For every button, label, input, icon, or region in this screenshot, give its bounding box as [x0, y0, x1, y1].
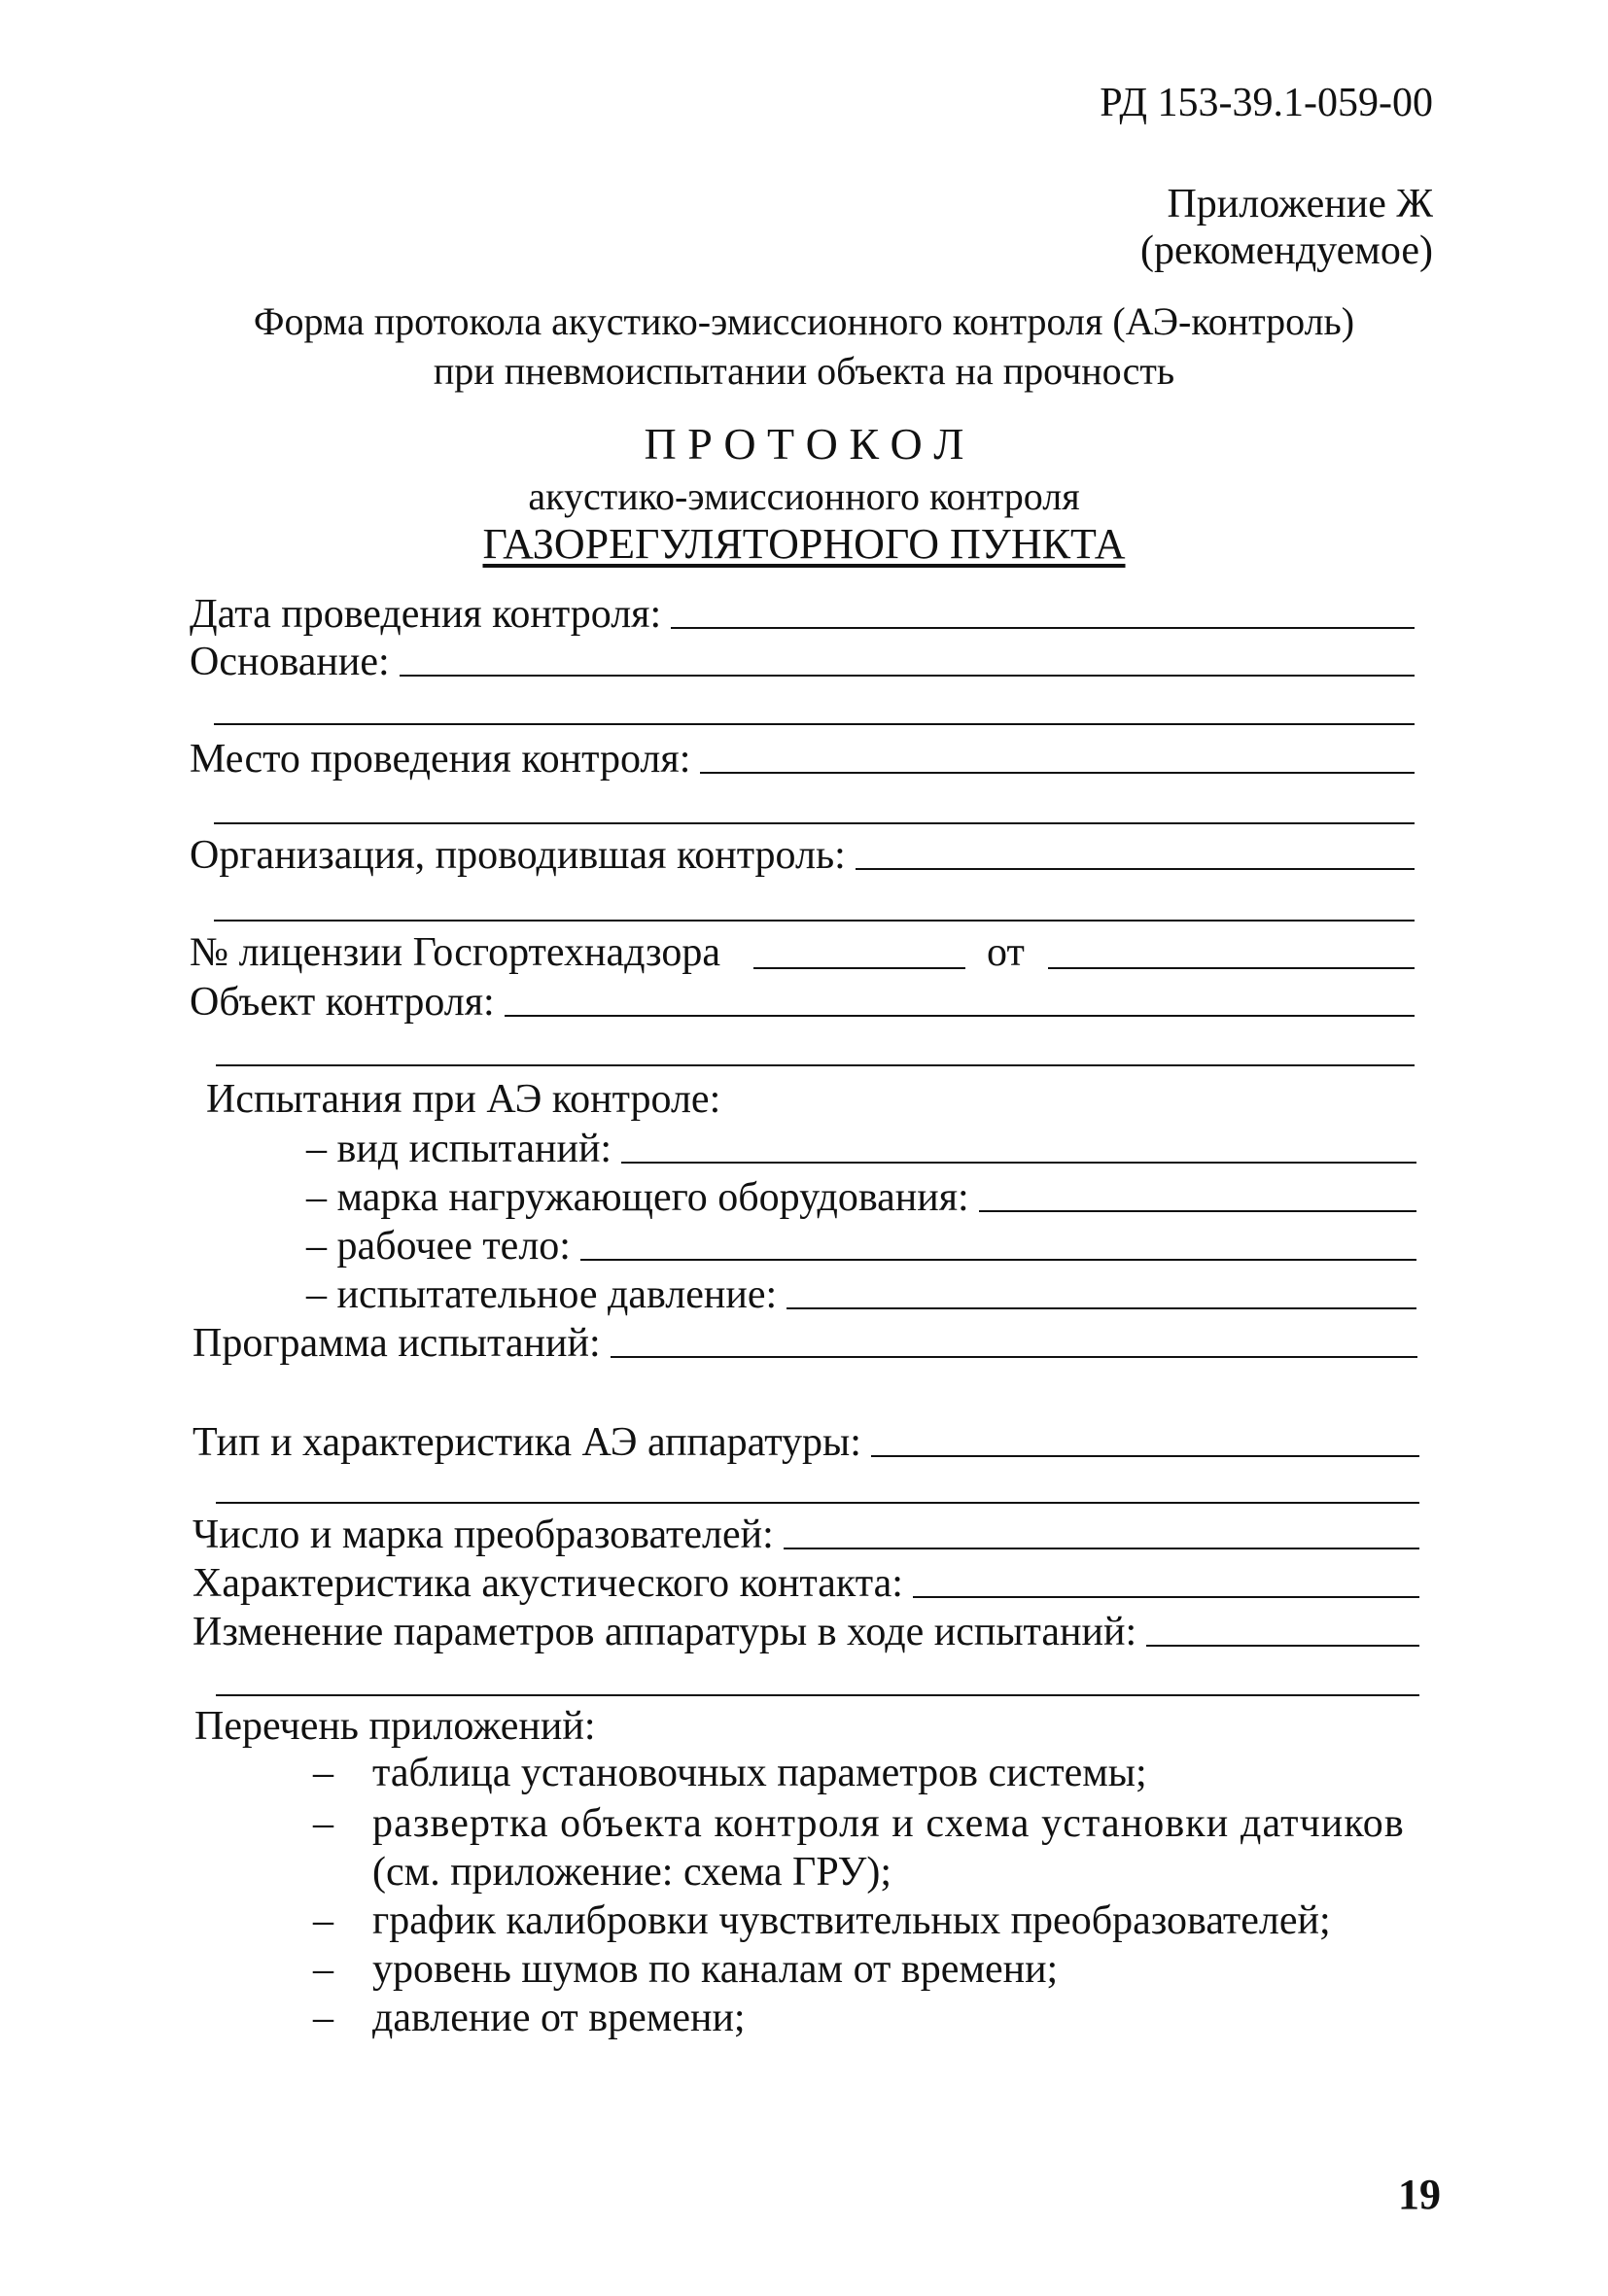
- attachment-item-2: развертка объекта контроля и схема установки датчиков: [372, 1801, 1405, 1846]
- field-transducers: [192, 1512, 1419, 1558]
- attachment-dash-3: –: [313, 1898, 333, 1943]
- field-organization-line[interactable]: [856, 868, 1415, 870]
- appendix-note: (рекомендуемое): [1140, 228, 1433, 273]
- field-param-changes-line[interactable]: [1146, 1645, 1419, 1647]
- field-date-label: Дата проведения контроля:: [190, 592, 662, 637]
- attachment-dash-4: –: [313, 1947, 333, 1992]
- field-place: [190, 736, 1415, 783]
- field-place-label: Место проведения контроля:: [190, 737, 691, 782]
- field-param-changes-line-2[interactable]: [216, 1694, 1419, 1696]
- attachment-dash-1: –: [313, 1751, 333, 1795]
- appendix-label: Приложение Ж: [1167, 182, 1433, 226]
- field-program: [192, 1320, 1417, 1367]
- field-equipment-brand-line[interactable]: [979, 1210, 1416, 1212]
- field-equipment-brand: [306, 1174, 1416, 1221]
- protocol-object: [0, 519, 1608, 569]
- field-program-label: Программа испытаний:: [192, 1321, 601, 1366]
- field-acoustic-contact: [192, 1560, 1419, 1607]
- field-license-number-line[interactable]: [753, 967, 965, 969]
- field-license-label: № лицензии Госгортехнадзора: [190, 930, 720, 975]
- field-basis-label: Основание:: [190, 640, 390, 684]
- attachment-item-2-continued: (см. приложение: схема ГРУ);: [372, 1850, 892, 1895]
- field-basis-line[interactable]: [400, 675, 1415, 677]
- field-param-changes-label: Изменение параметров аппаратуры в ходе испытаний:: [192, 1610, 1137, 1654]
- form-title-line-2: при пневмоиспытании объекта на прочность: [433, 349, 1175, 393]
- page-number: 19: [1398, 2171, 1441, 2218]
- protocol-heading: П Р О Т О К О Л: [644, 419, 964, 469]
- form-title-line-1: Форма протокола акустико-эмиссионного контроля (АЭ-контроль): [253, 299, 1355, 343]
- field-test-type-line[interactable]: [621, 1162, 1416, 1164]
- attachments-title: Перечень приложений:: [194, 1704, 596, 1749]
- field-test-pressure-line[interactable]: [787, 1307, 1416, 1309]
- attachment-item-5: давление от времени;: [372, 1996, 746, 2040]
- field-test-type: [306, 1126, 1416, 1172]
- field-place-line[interactable]: [700, 772, 1415, 774]
- field-acoustic-contact-label: Характеристика акустического контакта:: [192, 1561, 903, 1606]
- field-object: [190, 979, 1415, 1026]
- field-test-type-label: – вид испытаний:: [306, 1127, 612, 1171]
- field-object-line[interactable]: [505, 1015, 1415, 1017]
- field-basis: [190, 639, 1415, 685]
- field-ae-type-label: Тип и характеристика АЭ аппаратуры:: [192, 1420, 861, 1465]
- field-acoustic-contact-line[interactable]: [913, 1596, 1419, 1598]
- attachment-dash-5: –: [313, 1996, 333, 2040]
- field-working-body: [306, 1223, 1416, 1270]
- field-ae-type: [192, 1419, 1419, 1466]
- field-organization: [190, 832, 1415, 879]
- field-working-body-line[interactable]: [580, 1259, 1416, 1261]
- attachment-item-4: уровень шумов по каналам от времени;: [372, 1947, 1059, 1992]
- attachment-item-1: таблица установочных параметров системы;: [372, 1751, 1147, 1795]
- field-license: [190, 929, 1415, 978]
- attachment-item-3: график калибровки чувствительных преобразователей;: [372, 1898, 1331, 1943]
- field-working-body-label: – рабочее тело:: [306, 1224, 571, 1269]
- tests-title: Испытания при АЭ контроле:: [206, 1077, 721, 1122]
- field-program-line[interactable]: [611, 1356, 1417, 1358]
- field-organization-line-2[interactable]: [214, 920, 1415, 922]
- field-license-from-label: от: [987, 930, 1025, 975]
- field-place-line-2[interactable]: [214, 822, 1415, 824]
- field-object-label: Объект контроля:: [190, 980, 495, 1025]
- field-license-date-line[interactable]: [1048, 967, 1415, 969]
- field-ae-type-line-2[interactable]: [216, 1502, 1419, 1504]
- field-ae-type-line[interactable]: [871, 1455, 1419, 1457]
- field-basis-line-2[interactable]: [214, 723, 1415, 725]
- field-param-changes: [192, 1609, 1419, 1655]
- document-code: РД 153-39.1-059-00: [1100, 81, 1433, 125]
- field-object-line-2[interactable]: [216, 1064, 1415, 1066]
- attachment-dash-2: –: [313, 1801, 333, 1846]
- field-equipment-brand-label: – марка нагружающего оборудования:: [306, 1175, 969, 1220]
- field-transducers-label: Число и марка преобразователей:: [192, 1513, 774, 1557]
- protocol-object-text: ГАЗОРЕГУЛЯТОРНОГО ПУНКТА: [482, 520, 1126, 568]
- field-organization-label: Организация, проводившая контроль:: [190, 833, 846, 878]
- field-transducers-line[interactable]: [784, 1548, 1419, 1549]
- field-test-pressure: [306, 1271, 1416, 1318]
- protocol-subheading: акустико-эмиссионного контроля: [528, 474, 1080, 518]
- field-date: [190, 591, 1415, 638]
- field-date-line[interactable]: [671, 627, 1415, 629]
- field-test-pressure-label: – испытательное давление:: [306, 1272, 778, 1317]
